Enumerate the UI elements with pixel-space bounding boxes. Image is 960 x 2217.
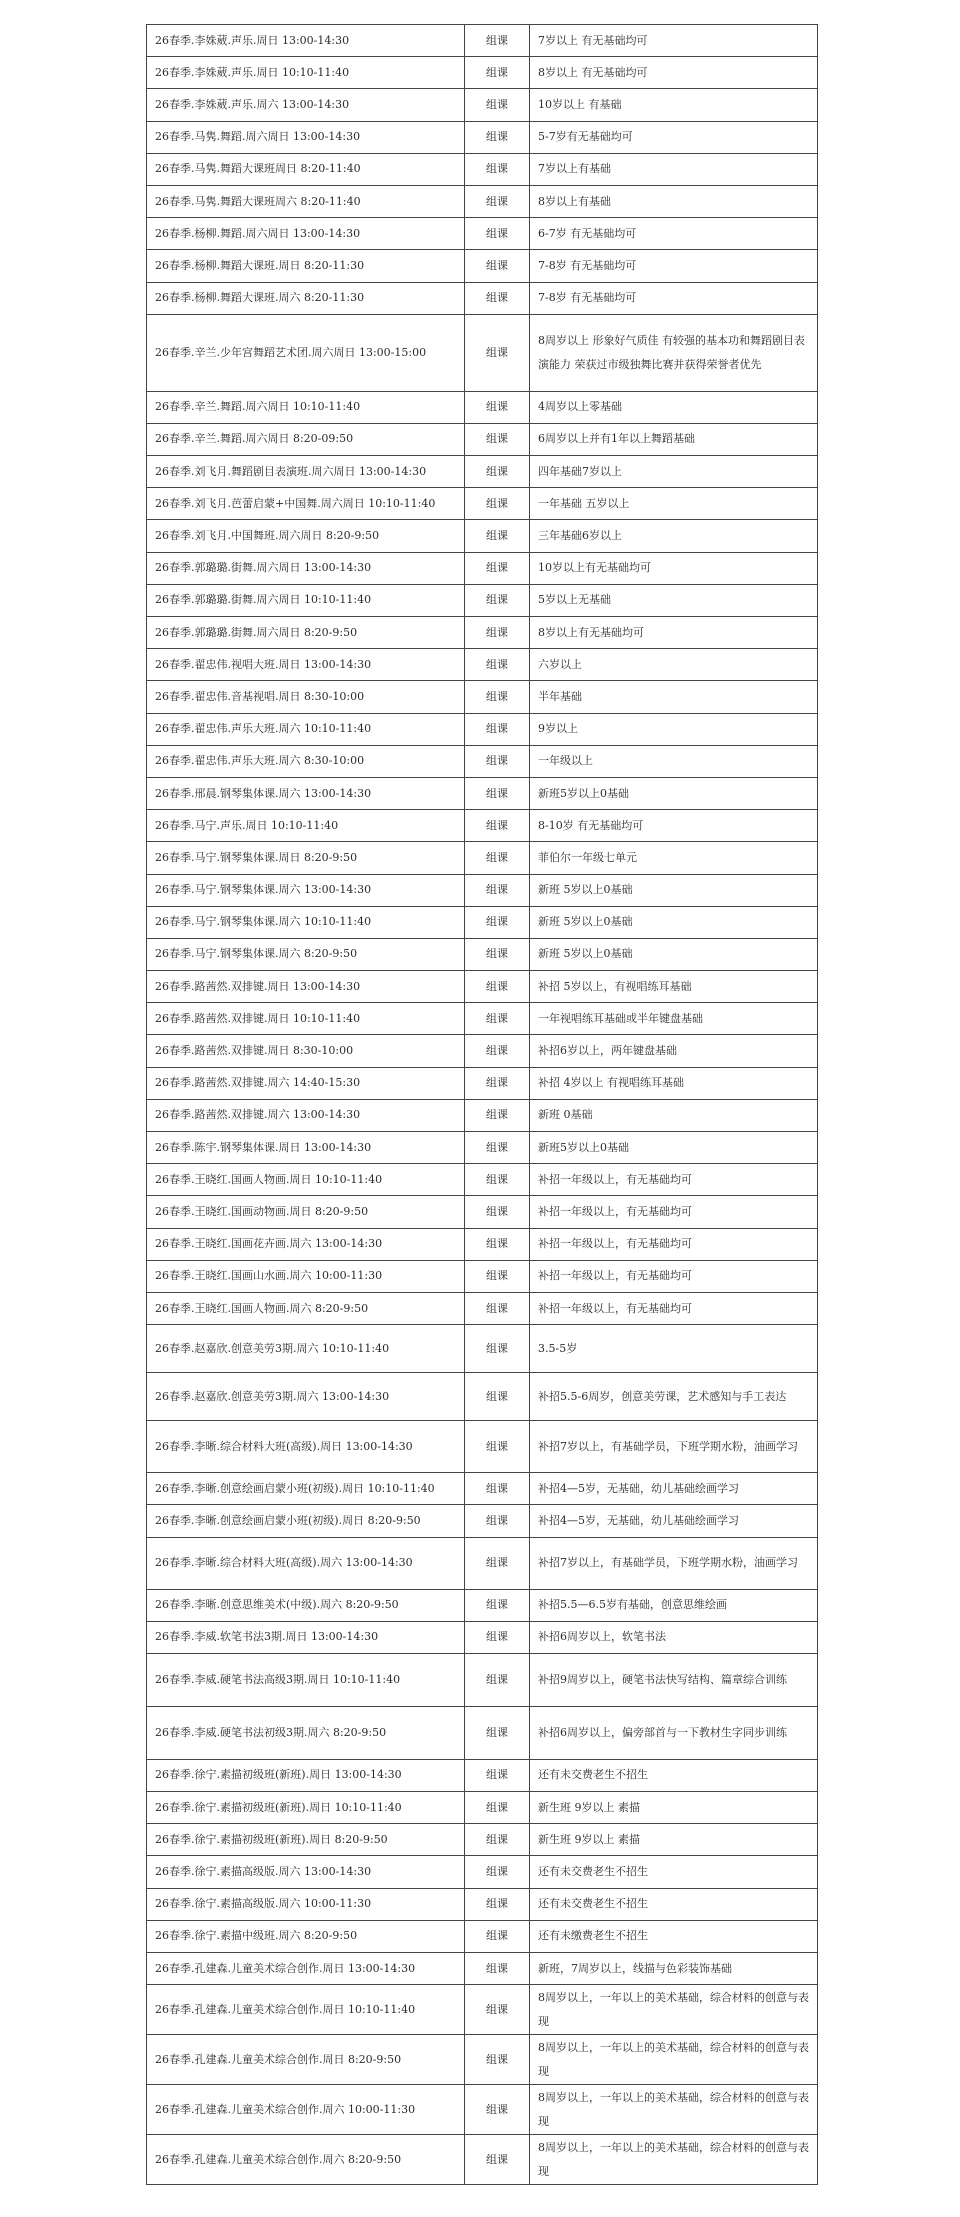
course-name-cell: 26春季.刘飞月.芭蕾启蒙+中国舞.周六周日 10:10-11:40: [147, 488, 465, 520]
course-type-cell: 组课: [465, 810, 530, 842]
table-row: [147, 842, 818, 874]
course-name-cell: 26春季.王晓红.国画人物画.周日 10:10-11:40: [147, 1164, 465, 1196]
course-type-cell: 组课: [465, 649, 530, 681]
course-name-cell: 26春季.孔建森.儿童美术综合创作.周六 10:00-11:30: [147, 2085, 465, 2135]
table-row: [147, 218, 818, 250]
course-name-cell: 26春季.王晓红.国画花卉画.周六 13:00-14:30: [147, 1228, 465, 1260]
table-row: [147, 456, 818, 488]
table-row: [147, 1706, 818, 1759]
table-row: [147, 1373, 818, 1421]
requirement-cell: 7-8岁 有无基础均可: [530, 250, 818, 282]
course-name-cell: 26春季.辛兰.舞蹈.周六周日 10:10-11:40: [147, 391, 465, 423]
requirement-cell: 还有未交费老生不招生: [530, 1759, 818, 1791]
table-row: [147, 1421, 818, 1473]
course-type-cell: 组课: [465, 971, 530, 1003]
table-row: [147, 584, 818, 616]
course-name-cell: 26春季.孔建森.儿童美术综合创作.周日 10:10-11:40: [147, 1985, 465, 2035]
requirement-cell: 8岁以上 有无基础均可: [530, 57, 818, 89]
requirement-cell: 四年基础7岁以上: [530, 456, 818, 488]
requirement-cell: 新班 5岁以上0基础: [530, 906, 818, 938]
course-name-cell: 26春季.徐宁.素描高级版.周六 13:00-14:30: [147, 1856, 465, 1888]
course-type-cell: 组课: [465, 1653, 530, 1706]
course-name-cell: 26春季.马宁.钢琴集体课.周六 13:00-14:30: [147, 874, 465, 906]
table-row: [147, 1589, 818, 1621]
requirement-cell: 8-10岁 有无基础均可: [530, 810, 818, 842]
course-schedule-table: [146, 24, 818, 2185]
requirement-cell: 补招4—5岁，无基础，幼儿基础绘画学习: [530, 1473, 818, 1505]
course-name-cell: 26春季.马隽.舞蹈.周六周日 13:00-14:30: [147, 121, 465, 153]
table-row: [147, 2035, 818, 2085]
course-name-cell: 26春季.马宁.声乐.周日 10:10-11:40: [147, 810, 465, 842]
requirement-cell: 3.5-5岁: [530, 1325, 818, 1373]
course-type-cell: 组课: [465, 938, 530, 970]
table-row: [147, 1792, 818, 1824]
table-row: [147, 488, 818, 520]
table-row: [147, 1003, 818, 1035]
table-row: [147, 681, 818, 713]
course-name-cell: 26春季.马宁.钢琴集体课.周六 8:20-9:50: [147, 938, 465, 970]
course-name-cell: 26春季.陈宇.钢琴集体课.周日 13:00-14:30: [147, 1132, 465, 1164]
requirement-cell: 补招一年级以上，有无基础均可: [530, 1196, 818, 1228]
requirement-cell: 补招5.5-6周岁，创意美劳课，艺术感知与手工表达: [530, 1373, 818, 1421]
course-name-cell: 26春季.李威.软笔书法3期.周日 13:00-14:30: [147, 1621, 465, 1653]
requirement-cell: 还有未缴费老生不招生: [530, 1920, 818, 1952]
course-name-cell: 26春季.马隽.舞蹈大课班周六 8:20-11:40: [147, 185, 465, 217]
table-row: [147, 1196, 818, 1228]
requirement-cell: 补招7岁以上，有基础学员，下班学期水粉，油画学习: [530, 1421, 818, 1473]
table-row: [147, 874, 818, 906]
table-row: [147, 520, 818, 552]
requirement-cell: 6周岁以上并有1年以上舞蹈基础: [530, 423, 818, 455]
course-type-cell: 组课: [465, 2035, 530, 2085]
course-type-cell: 组课: [465, 250, 530, 282]
course-name-cell: 26春季.李威.硬笔书法高级3期.周日 10:10-11:40: [147, 1653, 465, 1706]
requirement-cell: 补招 4岁以上 有视唱练耳基础: [530, 1067, 818, 1099]
course-type-cell: 组课: [465, 185, 530, 217]
course-name-cell: 26春季.刘飞月.中国舞班.周六周日 8:20-9:50: [147, 520, 465, 552]
table-row: [147, 121, 818, 153]
course-name-cell: 26春季.李晰.综合材料大班(高级).周日 13:00-14:30: [147, 1421, 465, 1473]
course-name-cell: 26春季.李晰.综合材料大班(高级).周六 13:00-14:30: [147, 1537, 465, 1589]
course-name-cell: 26春季.徐宁.素描初级班(新班).周日 13:00-14:30: [147, 1759, 465, 1791]
course-name-cell: 26春季.李姝葳.声乐.周日 13:00-14:30: [147, 25, 465, 57]
course-type-cell: 组课: [465, 617, 530, 649]
requirement-cell: 补招一年级以上，有无基础均可: [530, 1228, 818, 1260]
course-type-cell: 组课: [465, 153, 530, 185]
course-name-cell: 26春季.翟忠伟.声乐大班.周六 10:10-11:40: [147, 713, 465, 745]
course-name-cell: 26春季.王晓红.国画动物画.周日 8:20-9:50: [147, 1196, 465, 1228]
course-type-cell: 组课: [465, 745, 530, 777]
course-type-cell: 组课: [465, 1373, 530, 1421]
table-row: [147, 1759, 818, 1791]
requirement-cell: 新班 0基础: [530, 1099, 818, 1131]
table-row: [147, 57, 818, 89]
course-type-cell: 组课: [465, 423, 530, 455]
course-type-cell: 组课: [465, 1035, 530, 1067]
course-type-cell: 组课: [465, 1164, 530, 1196]
course-type-cell: 组课: [465, 25, 530, 57]
course-name-cell: 26春季.杨柳.舞蹈大课班.周六 8:20-11:30: [147, 282, 465, 314]
course-type-cell: 组课: [465, 314, 530, 391]
course-name-cell: 26春季.郭璐璐.街舞.周六周日 10:10-11:40: [147, 584, 465, 616]
course-type-cell: 组课: [465, 1706, 530, 1759]
course-type-cell: 组课: [465, 842, 530, 874]
table-row: [147, 1132, 818, 1164]
table-row: [147, 1953, 818, 1985]
course-type-cell: 组课: [465, 1505, 530, 1537]
course-name-cell: 26春季.杨柳.舞蹈.周六周日 13:00-14:30: [147, 218, 465, 250]
course-type-cell: 组课: [465, 552, 530, 584]
course-type-cell: 组课: [465, 1003, 530, 1035]
course-name-cell: 26春季.李晰.创意绘画启蒙小班(初级).周日 8:20-9:50: [147, 1505, 465, 1537]
requirement-cell: 7-8岁 有无基础均可: [530, 282, 818, 314]
table-row: [147, 423, 818, 455]
requirement-cell: 菲伯尔一年级七单元: [530, 842, 818, 874]
course-name-cell: 26春季.徐宁.素描中级班.周六 8:20-9:50: [147, 1920, 465, 1952]
table-row: [147, 1067, 818, 1099]
requirement-cell: 补招6周岁以上，软笔书法: [530, 1621, 818, 1653]
course-name-cell: 26春季.翟忠伟.声乐大班.周六 8:30-10:00: [147, 745, 465, 777]
course-name-cell: 26春季.徐宁.素描初级班(新班).周日 8:20-9:50: [147, 1824, 465, 1856]
course-name-cell: 26春季.刘飞月.舞蹈剧目表演班.周六周日 13:00-14:30: [147, 456, 465, 488]
requirement-cell: 10岁以上有无基础均可: [530, 552, 818, 584]
course-type-cell: 组课: [465, 1228, 530, 1260]
course-type-cell: 组课: [465, 488, 530, 520]
requirement-cell: 六岁以上: [530, 649, 818, 681]
course-type-cell: 组课: [465, 1292, 530, 1324]
course-type-cell: 组课: [465, 874, 530, 906]
table-row: [147, 391, 818, 423]
table-row: [147, 1888, 818, 1920]
course-name-cell: 26春季.赵嘉欣.创意美劳3期.周六 10:10-11:40: [147, 1325, 465, 1373]
table-row: [147, 1035, 818, 1067]
course-type-cell: 组课: [465, 1196, 530, 1228]
course-type-cell: 组课: [465, 1099, 530, 1131]
course-name-cell: 26春季.赵嘉欣.创意美劳3期.周六 13:00-14:30: [147, 1373, 465, 1421]
requirement-cell: 8岁以上有基础: [530, 185, 818, 217]
course-name-cell: 26春季.李晰.创意思维美术(中级).周六 8:20-9:50: [147, 1589, 465, 1621]
course-name-cell: 26春季.李姝葳.声乐.周日 10:10-11:40: [147, 57, 465, 89]
course-name-cell: 26春季.李威.硬笔书法初级3期.周六 8:20-9:50: [147, 1706, 465, 1759]
course-name-cell: 26春季.孔建森.儿童美术综合创作.周日 8:20-9:50: [147, 2035, 465, 2085]
requirement-cell: 补招9周岁以上，硬笔书法快写结构、篇章综合训练: [530, 1653, 818, 1706]
table-row: [147, 1653, 818, 1706]
course-name-cell: 26春季.翟忠伟.视唱大班.周日 13:00-14:30: [147, 649, 465, 681]
table-row: [147, 2085, 818, 2135]
requirement-cell: 一年视唱练耳基础或半年键盘基础: [530, 1003, 818, 1035]
course-type-cell: 组课: [465, 906, 530, 938]
course-type-cell: 组课: [465, 1920, 530, 1952]
course-type-cell: 组课: [465, 1856, 530, 1888]
course-name-cell: 26春季.邢晨.钢琴集体课.周六 13:00-14:30: [147, 777, 465, 809]
course-type-cell: 组课: [465, 57, 530, 89]
requirement-cell: 8周岁以上，一年以上的美术基础，综合材料的创意与表现: [530, 1985, 818, 2035]
table-row: [147, 1473, 818, 1505]
course-name-cell: 26春季.徐宁.素描初级班(新班).周日 10:10-11:40: [147, 1792, 465, 1824]
requirement-cell: 新班 5岁以上0基础: [530, 874, 818, 906]
requirement-cell: 8岁以上有无基础均可: [530, 617, 818, 649]
course-type-cell: 组课: [465, 1325, 530, 1373]
course-type-cell: 组课: [465, 1132, 530, 1164]
course-name-cell: 26春季.路茜然.双排键.周日 13:00-14:30: [147, 971, 465, 1003]
course-type-cell: 组课: [465, 681, 530, 713]
requirement-cell: 补招 5岁以上，有视唱练耳基础: [530, 971, 818, 1003]
course-type-cell: 组课: [465, 1537, 530, 1589]
course-name-cell: 26春季.杨柳.舞蹈大课班.周日 8:20-11:30: [147, 250, 465, 282]
course-type-cell: 组课: [465, 1260, 530, 1292]
requirement-cell: 6-7岁 有无基础均可: [530, 218, 818, 250]
course-type-cell: 组课: [465, 1985, 530, 2035]
course-type-cell: 组课: [465, 1067, 530, 1099]
requirement-cell: 补招6周岁以上，偏旁部首与一下教材生字同步训练: [530, 1706, 818, 1759]
table-row: [147, 1325, 818, 1373]
table-row: [147, 2135, 818, 2185]
requirement-cell: 补招5.5—6.5岁有基础，创意思维绘画: [530, 1589, 818, 1621]
course-type-cell: 组课: [465, 713, 530, 745]
course-table-body: [147, 25, 818, 2185]
table-row: [147, 1505, 818, 1537]
requirement-cell: 9岁以上: [530, 713, 818, 745]
table-row: [147, 1099, 818, 1131]
requirement-cell: 8周岁以上，一年以上的美术基础，综合材料的创意与表现: [530, 2035, 818, 2085]
requirement-cell: 10岁以上 有基础: [530, 89, 818, 121]
table-row: [147, 617, 818, 649]
table-row: [147, 938, 818, 970]
course-type-cell: 组课: [465, 121, 530, 153]
requirement-cell: 补招一年级以上，有无基础均可: [530, 1292, 818, 1324]
requirement-cell: 新班5岁以上0基础: [530, 777, 818, 809]
table-row: [147, 810, 818, 842]
course-type-cell: 组课: [465, 1421, 530, 1473]
course-name-cell: 26春季.路茜然.双排键.周日 8:30-10:00: [147, 1035, 465, 1067]
course-type-cell: 组课: [465, 1953, 530, 1985]
course-name-cell: 26春季.路茜然.双排键.周六 13:00-14:30: [147, 1099, 465, 1131]
course-type-cell: 组课: [465, 520, 530, 552]
course-name-cell: 26春季.孔建森.儿童美术综合创作.周日 13:00-14:30: [147, 1953, 465, 1985]
course-type-cell: 组课: [465, 1792, 530, 1824]
table-row: [147, 777, 818, 809]
table-row: [147, 1164, 818, 1196]
course-type-cell: 组课: [465, 584, 530, 616]
requirement-cell: 补招4—5岁，无基础，幼儿基础绘画学习: [530, 1505, 818, 1537]
table-row: [147, 282, 818, 314]
requirement-cell: 4周岁以上零基础: [530, 391, 818, 423]
course-name-cell: 26春季.路茜然.双排键.周日 10:10-11:40: [147, 1003, 465, 1035]
requirement-cell: 三年基础6岁以上: [530, 520, 818, 552]
course-name-cell: 26春季.孔建森.儿童美术综合创作.周六 8:20-9:50: [147, 2135, 465, 2185]
requirement-cell: 一年级以上: [530, 745, 818, 777]
course-type-cell: 组课: [465, 1473, 530, 1505]
table-row: [147, 153, 818, 185]
course-type-cell: 组课: [465, 1824, 530, 1856]
course-type-cell: 组课: [465, 282, 530, 314]
requirement-cell: 还有未交费老生不招生: [530, 1888, 818, 1920]
table-row: [147, 1621, 818, 1653]
table-row: [147, 89, 818, 121]
course-name-cell: 26春季.王晓红.国画人物画.周六 8:20-9:50: [147, 1292, 465, 1324]
requirement-cell: 补招一年级以上，有无基础均可: [530, 1260, 818, 1292]
requirement-cell: 补招一年级以上，有无基础均可: [530, 1164, 818, 1196]
course-name-cell: 26春季.马宁.钢琴集体课.周日 8:20-9:50: [147, 842, 465, 874]
table-row: [147, 745, 818, 777]
course-name-cell: 26春季.李姝葳.声乐.周六 13:00-14:30: [147, 89, 465, 121]
table-row: [147, 1260, 818, 1292]
requirement-cell: 新生班 9岁以上 素描: [530, 1792, 818, 1824]
table-row: [147, 1824, 818, 1856]
table-row: [147, 649, 818, 681]
requirement-cell: 7岁以上有基础: [530, 153, 818, 185]
course-name-cell: 26春季.马宁.钢琴集体课.周六 10:10-11:40: [147, 906, 465, 938]
requirement-cell: 新班 5岁以上0基础: [530, 938, 818, 970]
table-row: [147, 1985, 818, 2035]
requirement-cell: 半年基础: [530, 681, 818, 713]
requirement-cell: 8周岁以上，一年以上的美术基础，综合材料的创意与表现: [530, 2135, 818, 2185]
requirement-cell: 一年基础 五岁以上: [530, 488, 818, 520]
course-name-cell: 26春季.辛兰.舞蹈.周六周日 8:20-09:50: [147, 423, 465, 455]
course-name-cell: 26春季.辛兰.少年宫舞蹈艺术团.周六周日 13:00-15:00: [147, 314, 465, 391]
requirement-cell: 8周岁以上 形象好气质佳 有较强的基本功和舞蹈剧目表演能力 荣获过市级独舞比赛并获得荣誉者优先: [530, 314, 818, 391]
requirement-cell: 新班5岁以上0基础: [530, 1132, 818, 1164]
table-row: [147, 552, 818, 584]
requirement-cell: 补招7岁以上，有基础学员，下班学期水粉，油画学习: [530, 1537, 818, 1589]
requirement-cell: 8周岁以上，一年以上的美术基础，综合材料的创意与表现: [530, 2085, 818, 2135]
course-type-cell: 组课: [465, 777, 530, 809]
course-type-cell: 组课: [465, 1888, 530, 1920]
course-name-cell: 26春季.郭璐璐.街舞.周六周日 13:00-14:30: [147, 552, 465, 584]
requirement-cell: 7岁以上 有无基础均可: [530, 25, 818, 57]
requirement-cell: 新生班 9岁以上 素描: [530, 1824, 818, 1856]
requirement-cell: 新班，7周岁以上，线描与色彩装饰基础: [530, 1953, 818, 1985]
course-name-cell: 26春季.郭璐璐.街舞.周六周日 8:20-9:50: [147, 617, 465, 649]
table-row: [147, 1920, 818, 1952]
course-type-cell: 组课: [465, 89, 530, 121]
table-row: [147, 25, 818, 57]
requirement-cell: 5岁以上无基础: [530, 584, 818, 616]
course-name-cell: 26春季.王晓红.国画山水画.周六 10:00-11:30: [147, 1260, 465, 1292]
course-name-cell: 26春季.李晰.创意绘画启蒙小班(初级).周日 10:10-11:40: [147, 1473, 465, 1505]
course-name-cell: 26春季.翟忠伟.音基视唱.周日 8:30-10:00: [147, 681, 465, 713]
course-name-cell: 26春季.路茜然.双排键.周六 14:40-15:30: [147, 1067, 465, 1099]
table-row: [147, 185, 818, 217]
table-row: [147, 1292, 818, 1324]
course-type-cell: 组课: [465, 1759, 530, 1791]
course-type-cell: 组课: [465, 2135, 530, 2185]
course-type-cell: 组课: [465, 456, 530, 488]
course-type-cell: 组课: [465, 2085, 530, 2135]
table-row: [147, 713, 818, 745]
requirement-cell: 还有未交费老生不招生: [530, 1856, 818, 1888]
table-row: [147, 971, 818, 1003]
course-name-cell: 26春季.马隽.舞蹈大课班周日 8:20-11:40: [147, 153, 465, 185]
course-type-cell: 组课: [465, 1589, 530, 1621]
course-type-cell: 组课: [465, 391, 530, 423]
table-row: [147, 1537, 818, 1589]
course-type-cell: 组课: [465, 218, 530, 250]
course-name-cell: 26春季.徐宁.素描高级版.周六 10:00-11:30: [147, 1888, 465, 1920]
requirement-cell: 补招6岁以上，两年键盘基础: [530, 1035, 818, 1067]
table-row: [147, 1856, 818, 1888]
table-row: [147, 906, 818, 938]
table-row: [147, 250, 818, 282]
course-type-cell: 组课: [465, 1621, 530, 1653]
table-row: [147, 1228, 818, 1260]
requirement-cell: 5-7岁有无基础均可: [530, 121, 818, 153]
table-row: [147, 314, 818, 391]
